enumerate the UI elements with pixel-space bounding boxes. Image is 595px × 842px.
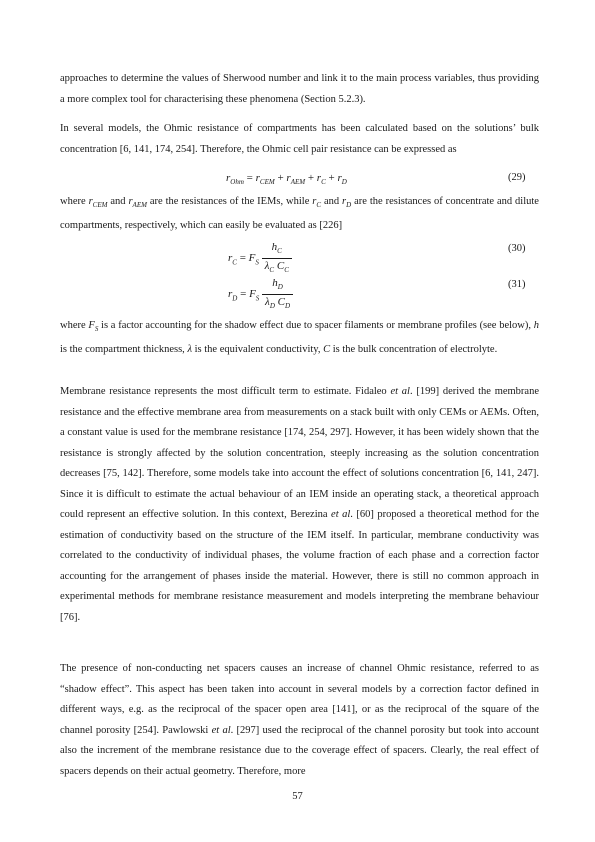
paragraph-text: approaches to determine the values of Sherwood number and link it to the main process variables, thus providing a more complex tool for characterising these phenomena (Section 5.2.3). — [60, 73, 539, 105]
equation-29: $r_{Ohm} = r_{CEM} + r_{AEM} + r_C + r_D$ — [226, 172, 347, 187]
paragraph-membrane-resistance — [60, 382, 539, 628]
fraction: $\frac{h_D}{\lambda_D C_D}$ — [262, 276, 293, 313]
paragraph-spacers — [60, 659, 539, 782]
equation-number-29: (29) — [508, 172, 526, 183]
fraction: $\frac{h_C}{\lambda_C C_C}$ — [262, 240, 292, 277]
paragraph-text: In several models, the Ohmic resistance of compartments has been calculated based on the solutions’ bulk concentration [6, 141, 174, 254]. Therefore, the Ohmic cell pair resistance can be expressed as — [60, 123, 539, 155]
paragraph-ohmic-resistance — [60, 119, 539, 160]
paragraph-shadow-factor — [60, 316, 539, 360]
paragraph-text: where $r_{CEM}$ and $r_{AEM}$ are the resistances of the IEMs, while $r_C$ and $r_D$ are the resistances of concentrate and dilute compartments, respectively, which can easily be evaluated as [226] — [60, 196, 539, 231]
paragraph-text: Membrane resistance represents the most difficult term to estimate. Fidaleo et al. [199] derived the membrane resistance and the effective membrane area from measurements on a stack built with only CEMs or AEMs. Often, a constant value is used for the membrane resistance [174, 254, 297]. However, it has been widely shown that the resistance is strongly affected by the solution concentration, steeply increasing as the solution concentration decreases [75, 142]. Therefore, some models take into account the effect of solutions concentration [6, 141, 247]. Since it is difficult to estimate the actual behaviour of an IEM inside an operating stack, a theoretical approach could represent an effective solution. In this context, Berezina et al. [60] proposed a theoretical method for the estimation of conductivity based on the structure of the IEM itself. In particular, membrane conductivity was correlated to the conductivity of individual phases, the volume fraction of each phase and a correction factor accounting for the arrangement of phases inside the material. However, there is still no common approach in experimental methods for membrane resistance measurement and models interpreting the membrane behaviour [76]. — [60, 386, 540, 623]
paragraph-text: The presence of non-conducting net spacers causes an increase of channel Ohmic resistance, referred to as “shadow effect”. This aspect has been taken into account in several models by a correction factor defined in different ways, e.g. as the reciprocal of the spacer open area [141], or as the reciprocal of the square of the channel porosity [254]. Pawlowski et al. [297] used the reciprocal of the channel porosity but took into account also the increment of the membrane resistance due to the coverage effect of spacers. Clearly, the real effect of spacers depends on their actual geometry. Therefore, more — [60, 663, 539, 777]
equation-30: $r_C = F_S$ $\frac{h_C}{\lambda_C C_C}$ — [228, 240, 292, 277]
equation-number-30: (30) — [508, 243, 526, 254]
paragraph-text: where $F_S$ is a factor accounting for the shadow effect due to spacer filaments or membrane profiles (see below), h is the compartment thickness, λ is the equivalent conductivity, C is the bulk concentration of electrolyte. — [60, 320, 539, 355]
paragraph-resistances — [60, 192, 539, 236]
page-number: 57 — [292, 791, 303, 802]
equation-number-31: (31) — [508, 279, 526, 290]
paragraph-sherwood — [60, 69, 539, 110]
equation-31: $r_D = F_S$ $\frac{h_D}{\lambda_D C_D}$ — [228, 276, 293, 313]
